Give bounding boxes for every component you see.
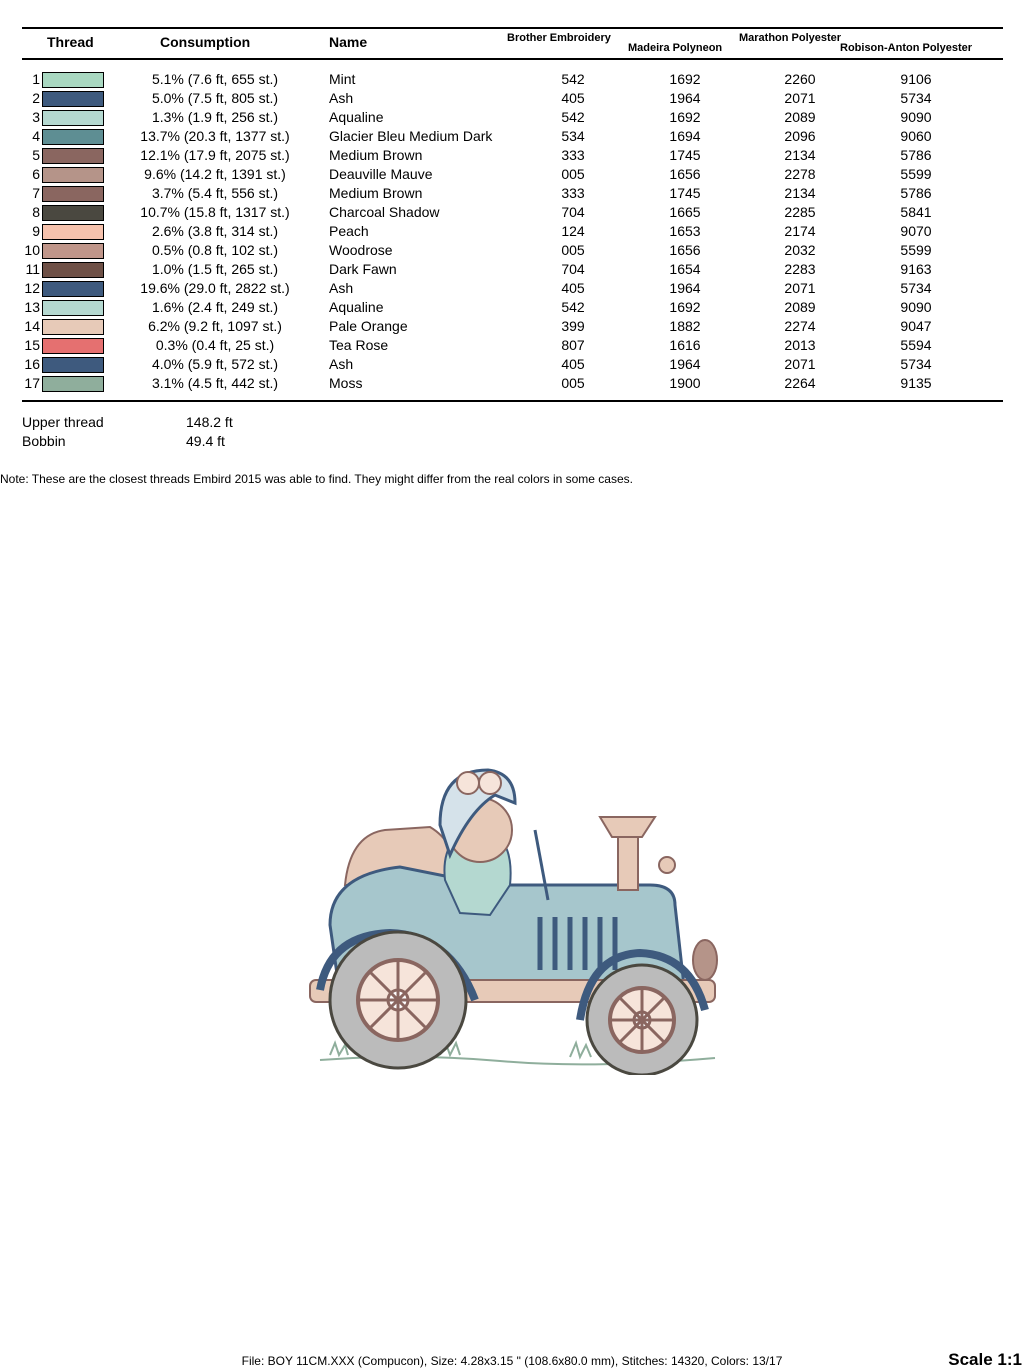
header-consumption: Consumption <box>160 34 251 50</box>
thread-number: 15 <box>24 337 40 353</box>
header-thread: Thread <box>47 34 94 50</box>
marathon-code: 2032 <box>784 242 816 258</box>
thread-number: 9 <box>32 223 40 239</box>
robison-code: 5786 <box>900 185 932 201</box>
color-swatch <box>42 338 104 354</box>
headlamp <box>693 940 717 980</box>
thread-consumption: 1.0% (1.5 ft, 265 st.) <box>151 261 279 277</box>
brother-code: 005 <box>561 375 585 391</box>
thread-number: 14 <box>24 318 40 334</box>
color-swatch <box>42 167 104 183</box>
thread-row <box>0 127 1024 146</box>
header-madeira: Madeira Polyneon <box>628 42 723 54</box>
robison-code: 9047 <box>900 318 932 334</box>
thread-name: Ash <box>329 356 354 372</box>
robison-code: 9060 <box>900 128 932 144</box>
thread-consumption: 13.7% (20.3 ft, 1377 st.) <box>140 128 290 144</box>
thread-consumption: 19.6% (29.0 ft, 2822 st.) <box>140 280 290 296</box>
thread-consumption: 0.3% (0.4 ft, 25 st.) <box>155 337 275 353</box>
marathon-code: 2071 <box>784 90 816 106</box>
exhaust-top <box>600 817 655 837</box>
thread-consumption: 2.6% (3.8 ft, 314 st.) <box>151 223 279 239</box>
color-swatch <box>42 72 104 88</box>
thread-number: 5 <box>32 147 40 163</box>
thread-row <box>0 203 1024 222</box>
color-swatch <box>42 91 104 107</box>
robison-code: 9070 <box>900 223 932 239</box>
thread-consumption: 9.6% (14.2 ft, 1391 st.) <box>144 166 286 182</box>
thread-row <box>0 241 1024 260</box>
thread-row <box>0 89 1024 108</box>
marathon-code: 2264 <box>784 375 816 391</box>
thread-consumption: 1.6% (2.4 ft, 249 st.) <box>151 299 279 315</box>
robison-code: 5734 <box>900 90 932 106</box>
thread-row <box>0 336 1024 355</box>
madeira-code: 1745 <box>669 185 701 201</box>
madeira-code: 1964 <box>669 280 701 296</box>
madeira-code: 1964 <box>669 356 701 372</box>
thread-number: 4 <box>32 128 40 144</box>
marathon-code: 2260 <box>784 71 816 87</box>
brother-code: 704 <box>561 204 585 220</box>
note-text: Note: These are the closest threads Embird 2015 was able to find. They might differ from the real colors in some cases. <box>0 472 633 486</box>
brother-code: 704 <box>561 261 585 277</box>
thread-number: 1 <box>32 71 40 87</box>
madeira-code: 1694 <box>669 128 701 144</box>
robison-code: 9135 <box>900 375 932 391</box>
madeira-code: 1882 <box>669 318 701 334</box>
robison-code: 9090 <box>900 299 932 315</box>
color-swatch <box>42 110 104 126</box>
thread-consumption: 1.3% (1.9 ft, 256 st.) <box>151 109 279 125</box>
robison-code: 9106 <box>900 71 932 87</box>
exhaust-stack <box>618 835 638 890</box>
brother-code: 542 <box>561 71 585 87</box>
brother-code: 333 <box>561 185 585 201</box>
thread-row <box>0 222 1024 241</box>
robison-code: 5599 <box>900 242 932 258</box>
thread-consumption: 3.1% (4.5 ft, 442 st.) <box>151 375 279 391</box>
thread-number: 16 <box>24 356 40 372</box>
thread-name: Woodrose <box>329 242 393 258</box>
madeira-code: 1665 <box>669 204 701 220</box>
thread-name: Glacier Bleu Medium Dark <box>329 128 493 144</box>
robison-code: 5734 <box>900 280 932 296</box>
upper-thread-value: 148.2 ft <box>186 414 233 430</box>
thread-name: Charcoal Shadow <box>329 204 440 220</box>
thread-row <box>0 279 1024 298</box>
embroidery-design-preview <box>290 755 730 1075</box>
madeira-code: 1745 <box>669 147 701 163</box>
table-top-rule <box>22 27 1003 29</box>
robison-code: 5599 <box>900 166 932 182</box>
marathon-code: 2283 <box>784 261 816 277</box>
marathon-code: 2278 <box>784 166 816 182</box>
thread-number: 17 <box>24 375 40 391</box>
thread-name: Pale Orange <box>329 318 408 334</box>
thread-name: Tea Rose <box>329 337 389 353</box>
thread-name: Dark Fawn <box>329 261 397 277</box>
robison-code: 5734 <box>900 356 932 372</box>
thread-row <box>0 108 1024 127</box>
marathon-code: 2285 <box>784 204 816 220</box>
thread-row <box>0 184 1024 203</box>
color-swatch <box>42 357 104 373</box>
bobbin-label: Bobbin <box>22 433 66 449</box>
thread-consumption: 5.0% (7.5 ft, 805 st.) <box>151 90 279 106</box>
thread-number: 11 <box>25 261 40 277</box>
color-swatch <box>42 319 104 335</box>
brother-code: 005 <box>561 242 585 258</box>
brother-code: 124 <box>561 223 585 239</box>
marathon-code: 2096 <box>784 128 816 144</box>
madeira-code: 1653 <box>669 223 701 239</box>
thread-name: Medium Brown <box>329 185 423 201</box>
brother-code: 333 <box>561 147 585 163</box>
thread-number: 6 <box>32 166 40 182</box>
thread-row <box>0 355 1024 374</box>
thread-name: Deauville Mauve <box>329 166 433 182</box>
marathon-code: 2071 <box>784 280 816 296</box>
madeira-code: 1656 <box>669 242 701 258</box>
marathon-code: 2174 <box>784 223 816 239</box>
thread-row <box>0 165 1024 184</box>
table-bottom-rule <box>22 400 1003 402</box>
marathon-code: 2013 <box>784 337 816 353</box>
madeira-code: 1656 <box>669 166 701 182</box>
thread-consumption: 4.0% (5.9 ft, 572 st.) <box>151 356 279 372</box>
thread-name: Aqualine <box>329 299 384 315</box>
thread-number: 13 <box>24 299 40 315</box>
marathon-code: 2274 <box>784 318 816 334</box>
brother-code: 405 <box>561 356 585 372</box>
madeira-code: 1692 <box>669 71 701 87</box>
marathon-code: 2134 <box>784 147 816 163</box>
thread-name: Aqualine <box>329 109 384 125</box>
color-swatch <box>42 243 104 259</box>
robison-code: 5786 <box>900 147 932 163</box>
madeira-code: 1692 <box>669 109 701 125</box>
robison-code: 9090 <box>900 109 932 125</box>
robison-code: 5594 <box>900 337 932 353</box>
file-info-footer: File: BOY 11CM.XXX (Compucon), Size: 4.28x3.15 " (108.6x80.0 mm), Stitches: 14320, Colors: 13/17 <box>241 1354 783 1368</box>
marathon-code: 2134 <box>784 185 816 201</box>
thread-row <box>0 146 1024 165</box>
brother-code: 005 <box>561 166 585 182</box>
color-swatch <box>42 376 104 392</box>
front-wheel <box>587 965 697 1075</box>
madeira-code: 1654 <box>669 261 701 277</box>
madeira-code: 1692 <box>669 299 701 315</box>
marathon-code: 2089 <box>784 299 816 315</box>
thread-row <box>0 298 1024 317</box>
thread-number: 2 <box>32 90 40 106</box>
thread-name: Mint <box>329 71 356 87</box>
color-swatch <box>42 262 104 278</box>
brother-code: 534 <box>561 128 585 144</box>
brother-code: 405 <box>561 280 585 296</box>
thread-number: 3 <box>32 109 40 125</box>
thread-name: Ash <box>329 280 354 296</box>
robison-code: 9163 <box>900 261 932 277</box>
brother-code: 405 <box>561 90 585 106</box>
thread-consumption: 5.1% (7.6 ft, 655 st.) <box>151 71 279 87</box>
brother-code: 807 <box>561 337 585 353</box>
madeira-code: 1616 <box>669 337 701 353</box>
rear-wheel <box>330 932 466 1068</box>
thread-consumption: 3.7% (5.4 ft, 556 st.) <box>151 185 279 201</box>
madeira-code: 1964 <box>669 90 701 106</box>
header-robison: Robison-Anton Polyester <box>840 42 973 54</box>
radiator-cap <box>659 857 675 873</box>
marathon-code: 2071 <box>784 356 816 372</box>
header-brother: Brother Embroidery <box>507 32 611 44</box>
thread-number: 12 <box>24 280 40 296</box>
color-swatch <box>42 186 104 202</box>
thread-number: 8 <box>32 204 40 220</box>
bobbin-value: 49.4 ft <box>186 433 225 449</box>
thread-name: Medium Brown <box>329 147 423 163</box>
header-name: Name <box>329 34 368 50</box>
thread-name: Peach <box>329 223 369 239</box>
thread-number: 7 <box>32 185 40 201</box>
color-swatch <box>42 129 104 145</box>
thread-row <box>0 374 1024 393</box>
color-swatch <box>42 224 104 240</box>
brother-code: 542 <box>561 299 585 315</box>
thread-number: 10 <box>24 242 40 258</box>
thread-row <box>0 260 1024 279</box>
thread-name: Moss <box>329 375 363 391</box>
brother-code: 399 <box>561 318 585 334</box>
color-swatch <box>42 148 104 164</box>
thread-name: Ash <box>329 90 354 106</box>
color-swatch <box>42 300 104 316</box>
thread-row <box>0 317 1024 336</box>
header-rule <box>22 58 1003 60</box>
thread-row <box>0 70 1024 89</box>
color-swatch <box>42 205 104 221</box>
thread-consumption: 10.7% (15.8 ft, 1317 st.) <box>140 204 290 220</box>
brother-code: 542 <box>561 109 585 125</box>
upper-thread-label: Upper thread <box>22 414 104 430</box>
thread-consumption: 12.1% (17.9 ft, 2075 st.) <box>140 147 290 163</box>
scale-label: Scale 1:1 <box>948 1350 1022 1369</box>
thread-consumption: 6.2% (9.2 ft, 1097 st.) <box>148 318 282 334</box>
madeira-code: 1900 <box>669 375 701 391</box>
header-marathon: Marathon Polyester <box>739 32 842 44</box>
thread-consumption: 0.5% (0.8 ft, 102 st.) <box>151 242 279 258</box>
robison-code: 5841 <box>900 204 932 220</box>
marathon-code: 2089 <box>784 109 816 125</box>
color-swatch <box>42 281 104 297</box>
